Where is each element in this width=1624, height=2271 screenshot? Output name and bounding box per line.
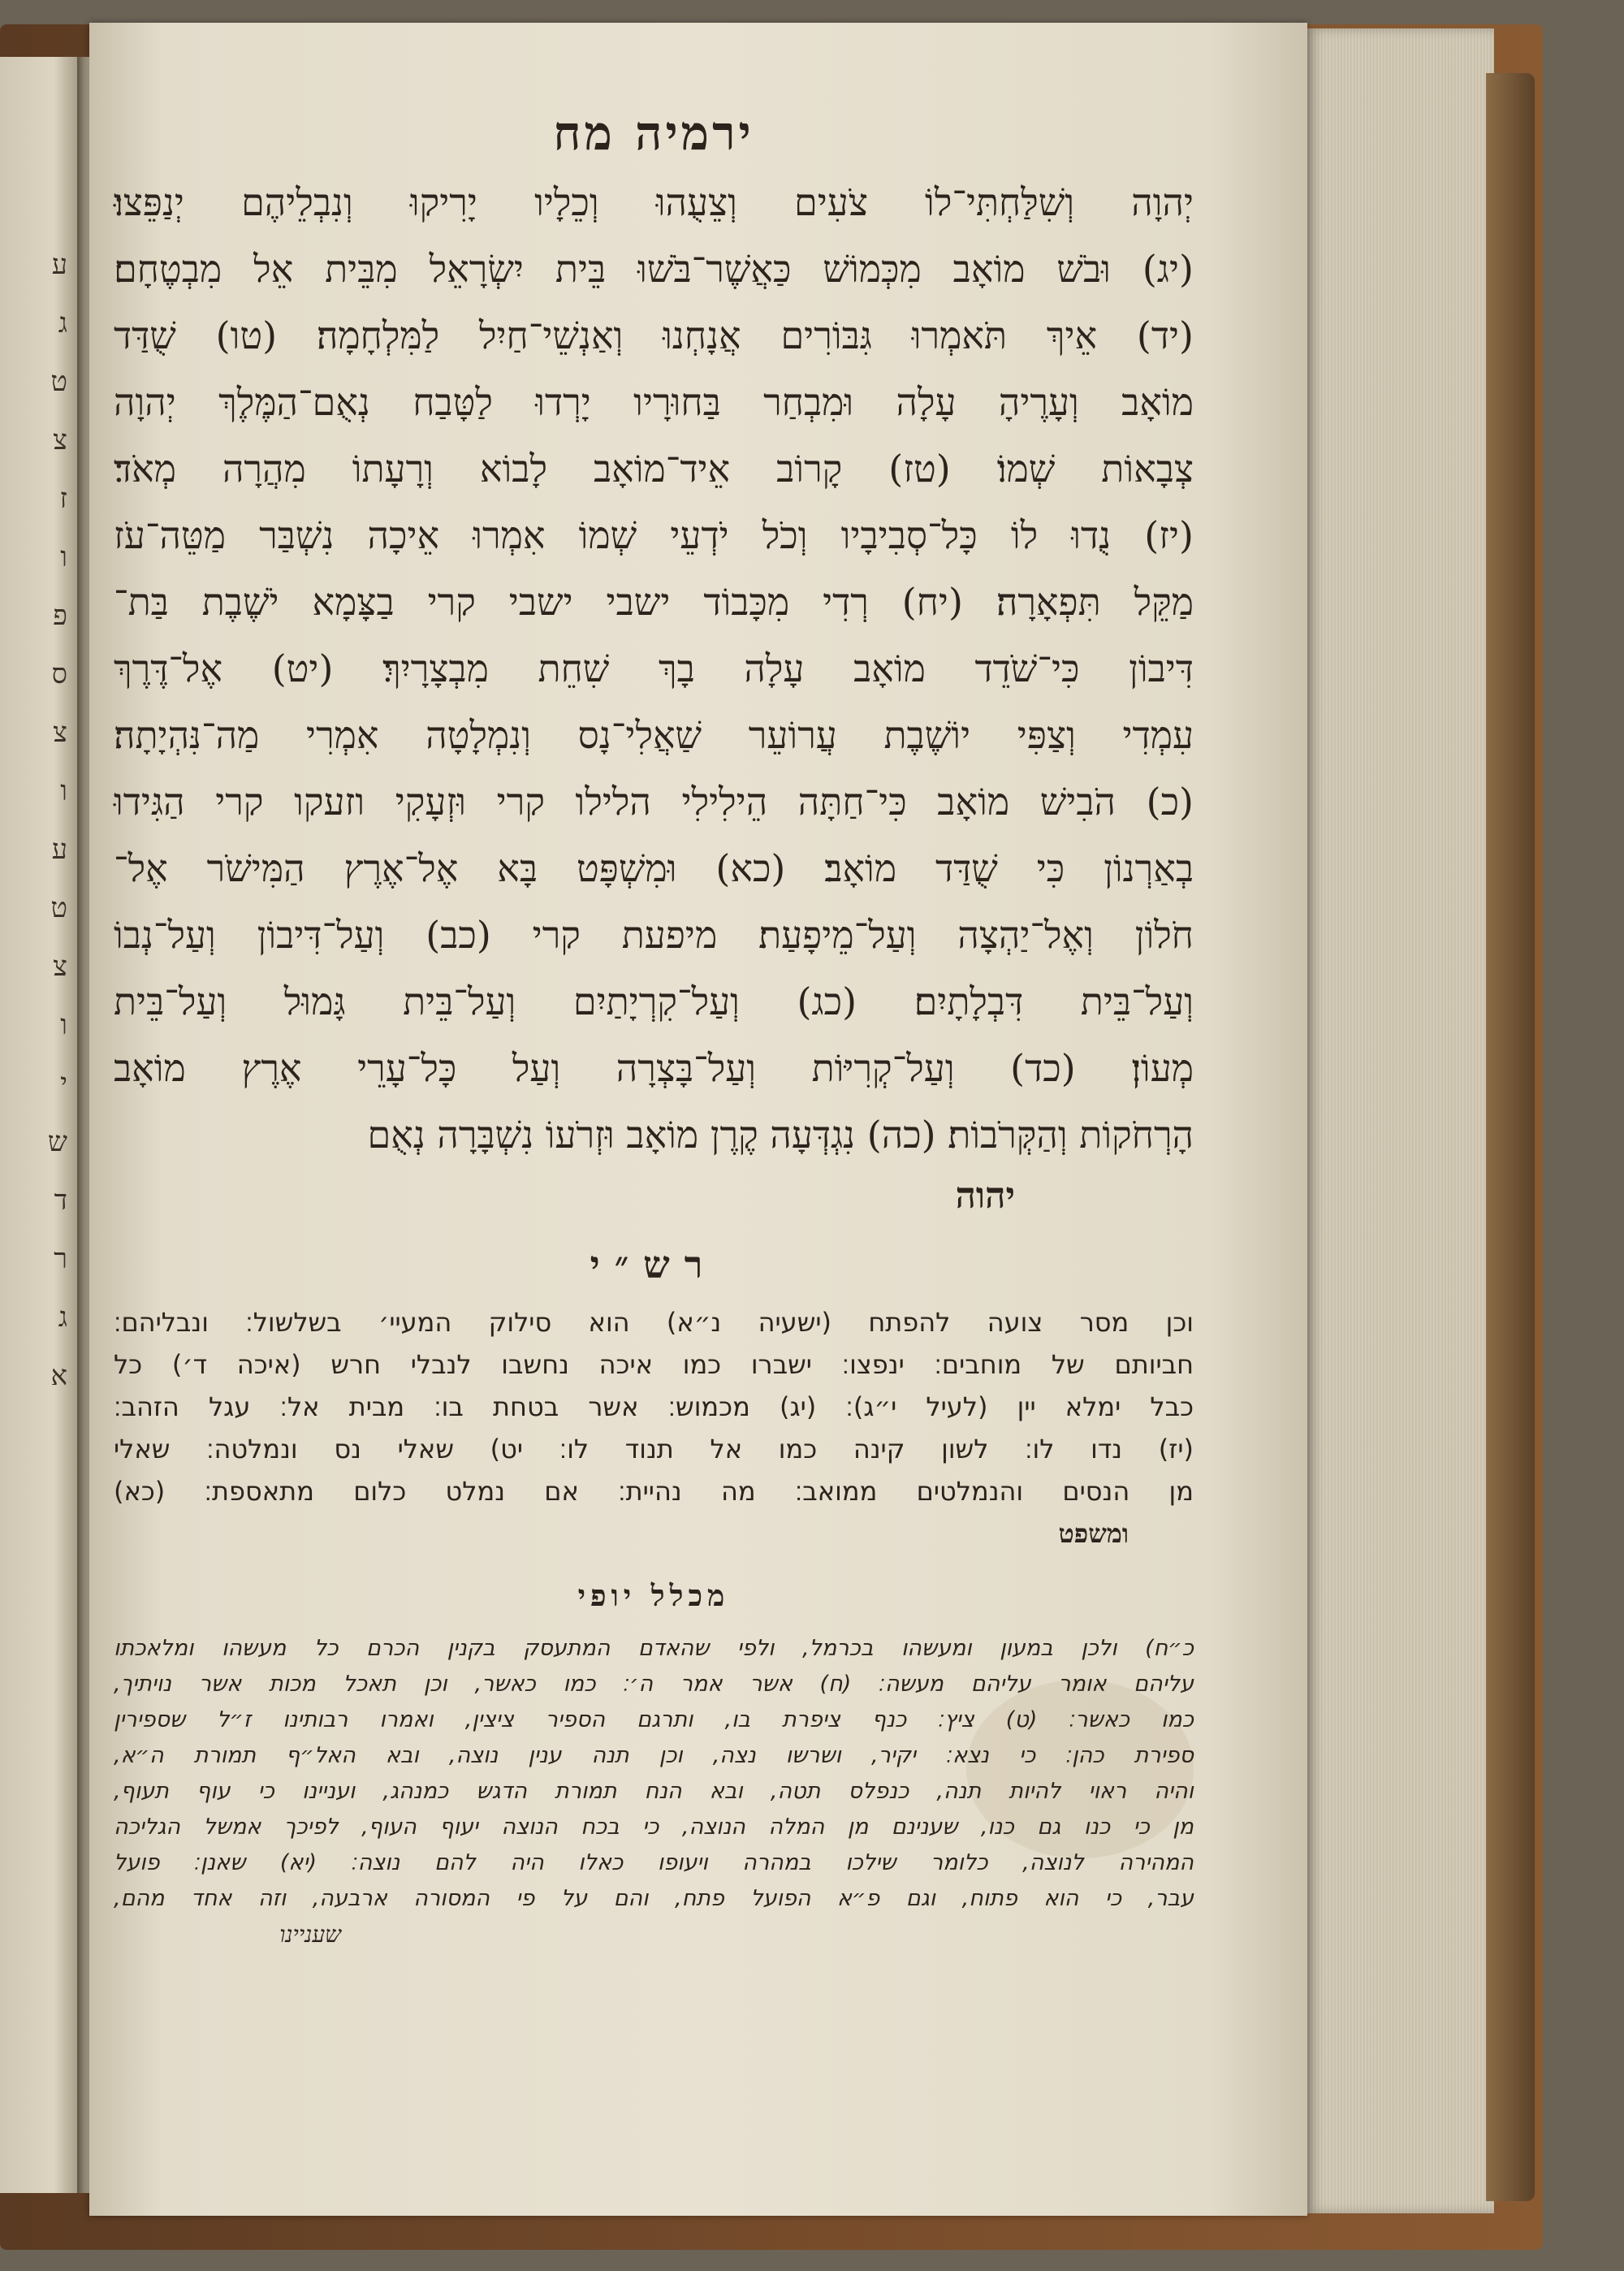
left-glyph: ר <box>54 1243 67 1275</box>
verse-line: (יד) אֵיךְ תֹּאמְרוּ גִּבּוֹרִים אֲנָחְנוּ וְאַנְשֵׁי־חַיִל לַמִּלְחָמָה׃ (טו) שֻׁדַּד <box>114 314 1194 357</box>
left-glyph: ז <box>59 482 67 515</box>
left-glyph: א <box>50 1360 67 1392</box>
rashi-line: חביותם של מוחבים׃ ינפצו׃ ישברו כמו איכה נחשבו לנבלי חרש (איכה ד׳) כל <box>114 1349 1194 1380</box>
left-glyph: פ <box>53 599 67 632</box>
left-glyph: ג <box>58 1301 67 1334</box>
rashi-line: (יז) נדו לו׃ לשון קינה כמו אל תנוד לו׃ יט) שאלי נס ונמלטה׃ שאלי <box>114 1434 1194 1464</box>
running-head: ירמיה מח <box>553 106 754 161</box>
verse-line: דִּיבוֹן כִּי־שֹׁדֵד מוֹאָב עָלָה בָךְ שִׁחֵת מִבְצָרָיִךְ׃ (יט) אֶל־דֶּרֶךְ <box>114 647 1194 690</box>
verse-block <box>114 169 1194 1225</box>
rashi-commentary <box>114 1301 1194 1555</box>
left-glyph: ד <box>54 1184 67 1217</box>
verse-tail-word: יהוה <box>955 1175 1015 1217</box>
verse-line: (כ) הֹבִישׁ מוֹאָב כִּי־חַתָּה הֵילִילִי הלילו קרי וּזְעָקִי וזעקו קרי הַגִּידוּ <box>114 780 1194 824</box>
verse-line: מַקֵּל תִּפְאָרָה׃ (יח) רְדִי מִכָּבוֹד ישבי ישבי קרי בַצָּמָא יֹשֶׁבֶת בַּת־ <box>114 580 1194 624</box>
verse-line: בְאַרְנוֹן כִּי שֻׁדַּד מוֹאָב׃ (כא) וּמִשְׁפָּט בָּא אֶל־אֶרֶץ הַמִּישֹׁר אֶל־ <box>114 846 1194 890</box>
left-glyph: ט <box>50 366 67 398</box>
mikhlal-tail-word: שעניינו <box>279 1921 341 1948</box>
left-glyph: ש <box>47 1126 67 1158</box>
rashi-heading: רש״י <box>590 1243 718 1287</box>
left-glyph: ע <box>51 249 67 281</box>
rashi-tail-word: ומשפט <box>1058 1518 1129 1549</box>
verse-line: (יז) נֻדוּ לוֹ כָּל־סְבִיבָיו וְכֹל יֹדְעֵי שְׁמוֹ אִמְרוּ אֵיכָה נִשְׁבַּר מַטֵּה־עֹז <box>114 513 1194 557</box>
mikhlal-line: המהירה לנוצה, כלומר שילכו במהרה ויעופו כאלו היה להם נוצה׃ (יא) שאנן׃ פועל <box>114 1850 1194 1875</box>
mikhlal-line: מן כי כנו גם כנו, שענינם מן המלה הנוצה, כי בכח הנוצה יעוף העוף, לפיכך אמשל הגליכה <box>114 1815 1194 1840</box>
left-glyph: צ <box>53 716 67 749</box>
rashi-line: כבל ימלא יין (לעיל י״ג)׃ (יג) מכמוש׃ אשר בטחת בו׃ מבית אל׃ עגל הזהב׃ <box>114 1391 1194 1422</box>
page-fore-edge <box>1307 28 1494 2213</box>
left-page <box>0 57 80 2193</box>
left-glyph: ט <box>50 892 67 924</box>
mikhlal-line: והיה ראוי להיות תנה, כנפלס תטה, ובא הנח תמורת הדגש כמנהג, ועניינו כי עוף תעוף, <box>114 1779 1194 1804</box>
verse-line: מוֹאָב וְעָרֶיהָ עָלָה וּמִבְחַר בַּחוּרָיו יָרְדוּ לַטָּבַח נְאֻם־הַמֶּלֶךְ יְהוָה <box>114 380 1194 424</box>
mikhlal-line: עבר, כי הוא פתוח, וגם פ״א הפועל פתח, והם על פי המסורה ארבעה, וזה אחד מהם, <box>114 1886 1194 1911</box>
left-glyph: ו <box>60 775 67 807</box>
left-glyph: צ <box>53 424 67 456</box>
left-glyph: ג <box>58 307 67 340</box>
verse-line: יְהוָה וְשִׁלַּחְתִּי־לוֹ צֹעִים וְצֵעֻהוּ וְכֵלָיו יָרִיקוּ וְנִבְלֵיהֶם יְנַפֵּצוּ׃ <box>114 180 1194 224</box>
left-glyph: י <box>60 1067 67 1100</box>
mikhlal-yofi-commentary <box>114 1631 1194 1953</box>
verse-line: מְעוֹן׃ (כד) וְעַל־קְרִיּוֹת וְעַל־בָּצְרָה וְעַל כָּל־עָרֵי אֶרֶץ מוֹאָב <box>114 1046 1194 1090</box>
verse-line: עִמְדִי וְצַפִּי יוֹשֶׁבֶת עֲרוֹעֵר שַׁאֲלִי־נָס וְנִמְלָטָה אִמְרִי מַה־נִּהְיָתָה׃ <box>114 713 1194 757</box>
mikhlal-line: כ״ח) ולכן במעון ומעשהו בכרמל, ולפי שהאדם המתעסק בקנין הכרם כל מעשהו ומלאכתו <box>114 1636 1194 1661</box>
verse-line: צְבָאוֹת שְׁמוֹ׃ (טז) קָרוֹב אֵיד־מוֹאָב לָבוֹא וְרָעָתוֹ מִהֲרָה מְאֹד׃ <box>114 447 1194 491</box>
rashi-line: וכן מסר צועה להפתח (ישעיה נ״א) הוא סילוק המעיי׳ בשלשול׃ ונבליהם׃ <box>114 1307 1194 1338</box>
mikhlal-line: כמו כאשר׃ (ט) ציץ׃ כנף ציפרת בו, ותרגם הספיר ציצין, ואמרו רבותינו ז״ל שספירין <box>114 1707 1194 1732</box>
left-glyph: ו <box>60 1009 67 1041</box>
left-glyph: צ <box>53 950 67 983</box>
mikhlal-line: עליהם אומר עליהם מעשה׃ (ח) אשר אמר ה׳׃ כמו כאשר, וכן תאכל מכות אשר נויתיך, <box>114 1672 1194 1697</box>
rashi-line: מן הנסים והנמלטים ממואב׃ מה נהיית׃ אם נמלט כלום מתאספת׃ (כא) <box>114 1476 1194 1507</box>
book-spine-edge <box>1486 73 1535 2201</box>
page-text <box>114 106 1194 1953</box>
left-glyph: ו <box>60 541 67 573</box>
left-glyph: ס <box>51 658 67 690</box>
verse-line: וְעַל־בֵּית דִּבְלָתָיִם׃ (כג) וְעַל־קִרְיָתַיִם וְעַל־בֵּית גָּמוּל וְעַל־בֵּית <box>114 980 1194 1023</box>
mikhlal-line: ספירת כהן׃ כי נצא׃ יקיר, ושרשו נצה, וכן תנה ענין נוצה, ובא האל״ף תמורת ה״א, <box>114 1743 1194 1768</box>
verse-line: הָרְחֹקוֹת וְהַקְּרֹבוֹת׃ (כה) נִגְדְּעָה קֶרֶן מוֹאָב וּזְרֹעוֹ נִשְׁבָּרָה נְאֻם <box>367 1113 1194 1157</box>
left-page-margin-letters <box>35 236 67 1405</box>
verse-line: חֹלוֹן וְאֶל־יַהְצָה וְעַל־מֵיפָעַת׃ מיפעת קרי (כב) וְעַל־דִּיבוֹן וְעַל־נְבוֹ <box>114 913 1194 957</box>
verse-line: (יג) וּבֹשׁ מוֹאָב מִכְּמוֹשׁ כַּאֲשֶׁר־בֹּשׁוּ בֵּית יִשְׂרָאֵל מִבֵּית אֵל מִבְטֶחָם׃ <box>114 247 1194 291</box>
left-glyph: ע <box>51 833 67 866</box>
mikhlal-yofi-heading: מכלל יופי <box>577 1579 730 1613</box>
